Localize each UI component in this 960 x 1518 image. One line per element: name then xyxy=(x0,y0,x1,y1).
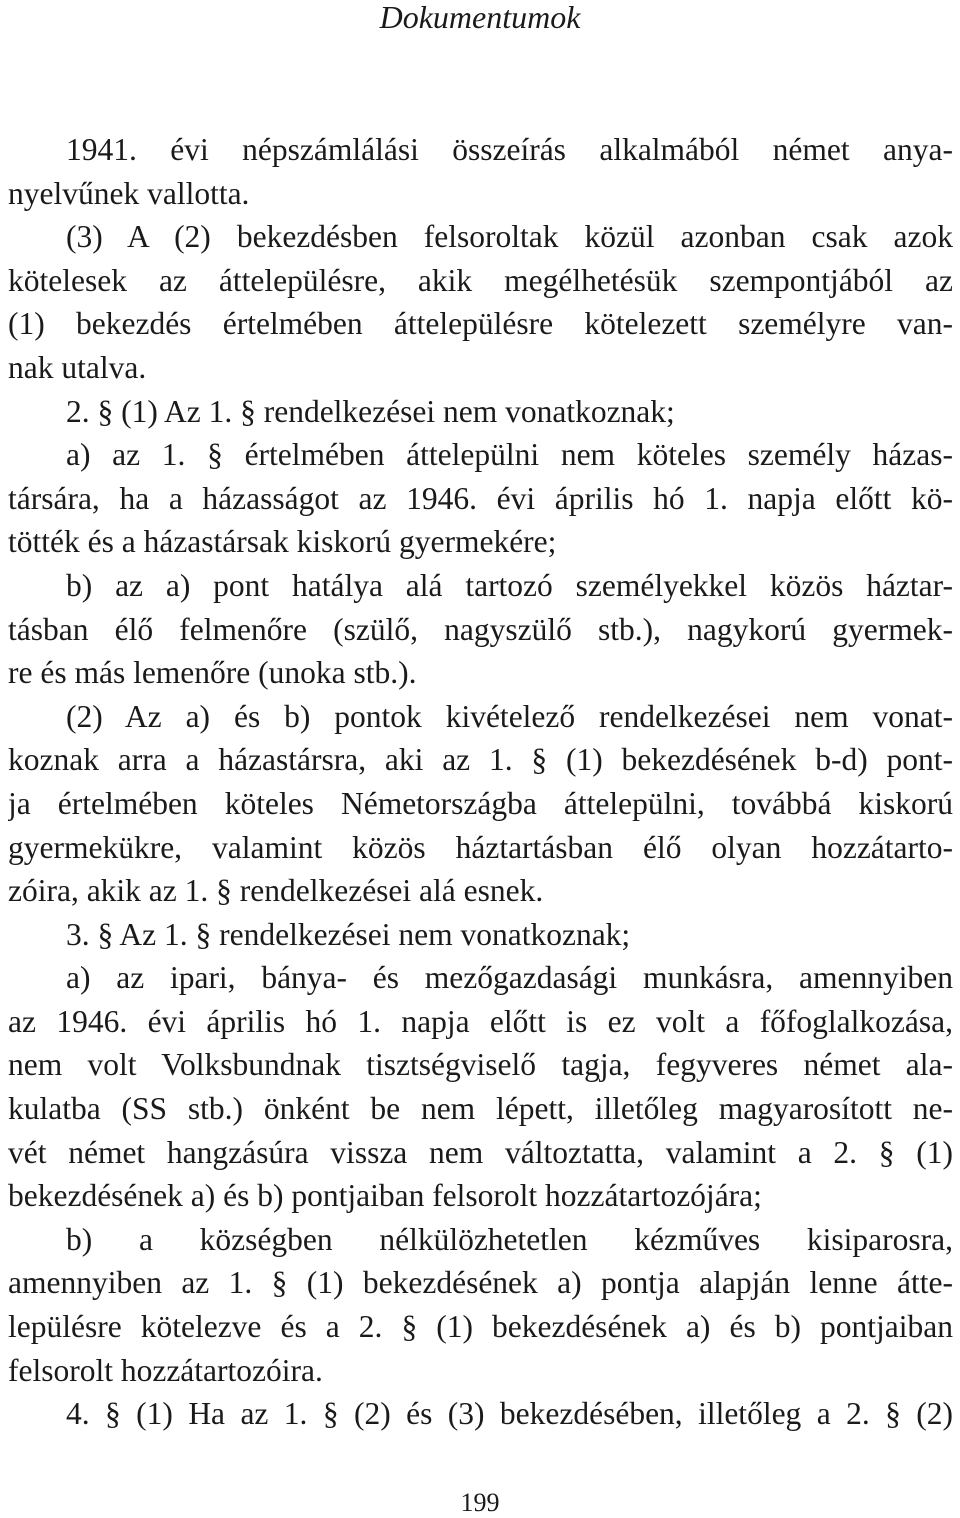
text-line: kötelesek az áttelepülésre, akik megélhetésük szempontjából az xyxy=(8,262,953,298)
text-line: nem volt Volksbundnak tisztségviselő tagja, fegyveres német ala- xyxy=(8,1047,953,1083)
text-line: b) a községben nélkülözhetetlen kézműves kisiparosra, xyxy=(66,1221,953,1257)
text-line: 3. § Az 1. § rendelkezései nem vonatkoznak; xyxy=(66,916,631,952)
text-line: (3) A (2) bekezdésben felsoroltak közül azonban csak azok xyxy=(66,219,953,255)
text-line: 2. § (1) Az 1. § rendelkezései nem vonatkoznak; xyxy=(66,393,675,429)
text-line: koznak arra a házastársra, aki az 1. § (1) bekezdésének b-d) pont- xyxy=(8,742,953,778)
text-line: tötték és a házastársak kiskorú gyermekére; xyxy=(8,524,557,560)
text-line: re és más lemenőre (unoka stb.). xyxy=(8,655,417,691)
text-line: 4. § (1) Ha az 1. § (2) és (3) bekezdésében, illetőleg a 2. § (2) xyxy=(66,1396,953,1432)
text-line: nyelvűnek vallotta. xyxy=(8,175,250,211)
page-number: 199 xyxy=(460,1488,500,1517)
text-line: társára, ha a házasságot az 1946. évi április hó 1. napja előtt kö- xyxy=(8,480,953,516)
text-line: a) az 1. § értelmében áttelepülni nem köteles személy házas- xyxy=(66,437,953,473)
running-header: Dokumentumok xyxy=(379,0,581,35)
text-line: az 1946. évi április hó 1. napja előtt is ez volt a főfoglalkozása, xyxy=(8,1003,953,1039)
text-line: gyermekükre, valamint közös háztartásban élő olyan hozzátarto- xyxy=(8,829,953,865)
text-line: ja értelmében köteles Németországba áttelepülni, továbbá kiskorú xyxy=(8,785,953,821)
text-line: felsorolt hozzátartozóira. xyxy=(8,1352,323,1388)
text-line: bekezdésének a) és b) pontjaiban felsorolt hozzátartozójára; xyxy=(8,1178,762,1214)
text-line: lepülésre kötelezve és a 2. § (1) bekezdésének a) és b) pontjaiban xyxy=(8,1309,953,1345)
text-line: (2) Az a) és b) pontok kivételező rendelkezései nem vonat- xyxy=(66,698,953,734)
text-line: tásban élő felmenőre (szülő, nagyszülő stb.), nagykorú gyermek- xyxy=(8,611,953,647)
text-line: nak utalva. xyxy=(8,349,147,385)
text-line: a) az ipari, bánya- és mezőgazdasági munkásra, amennyiben xyxy=(66,960,953,996)
text-line: b) az a) pont hatálya alá tartozó személyekkel közös háztar- xyxy=(66,567,953,603)
text-line: vét német hangzásúra vissza nem változtatta, valamint a 2. § (1) xyxy=(8,1134,953,1170)
text-line: (1) bekezdés értelmében áttelepülésre kötelezett személyre van- xyxy=(8,306,953,342)
text-line: zóira, akik az 1. § rendelkezései alá esnek. xyxy=(8,873,544,909)
text-line: amennyiben az 1. § (1) bekezdésének a) pontja alapján lenne átte- xyxy=(8,1265,953,1301)
text-line: 1941. évi népszámlálási összeírás alkalmából német anya- xyxy=(66,132,953,167)
text-line: kulatba (SS stb.) önként be nem lépett, illetőleg magyarosított ne- xyxy=(8,1091,953,1127)
document-body xyxy=(8,128,953,1436)
